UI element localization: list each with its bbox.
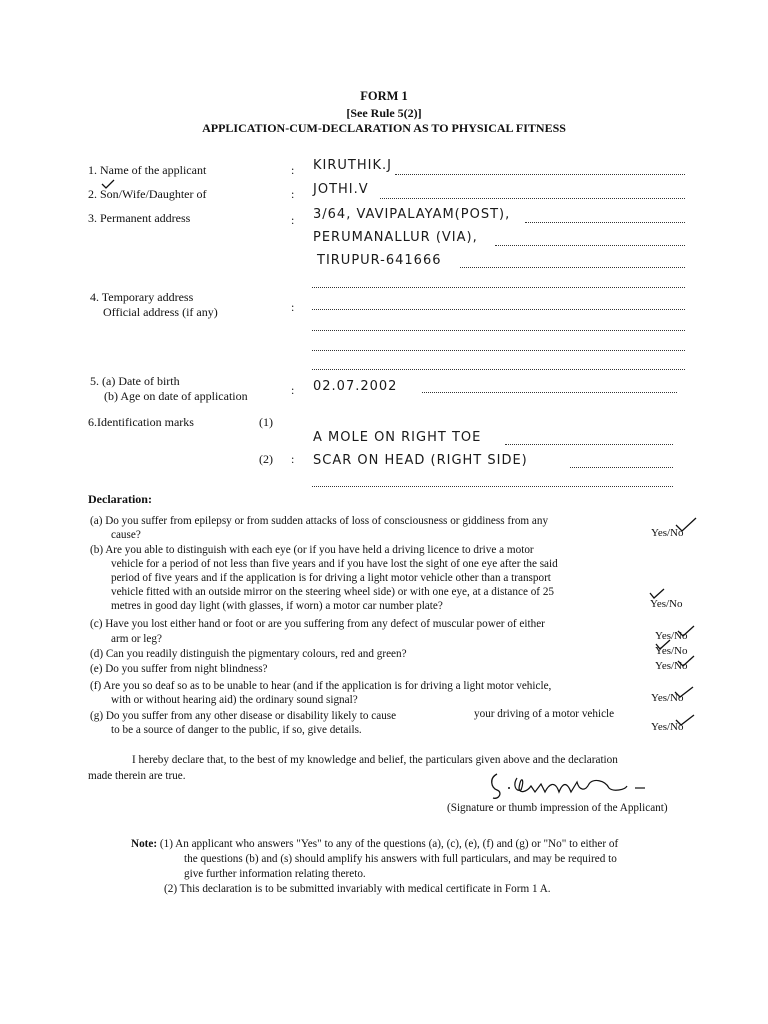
checkmark-icon: [673, 685, 695, 699]
name-value: KIRUTHIK.J: [313, 158, 392, 173]
question-d: (d) Can you readily distinguish the pigmentary colours, red and green?: [90, 648, 407, 660]
question-g-line-1b: your driving of a motor vehicle: [474, 708, 615, 720]
checkmark-icon: [674, 516, 698, 534]
question-e: (e) Do you suffer from night blindness?: [90, 663, 268, 675]
question-b-answer: Yes/No: [650, 598, 683, 610]
rule-reference: [See Rule 5(2)]: [346, 106, 422, 120]
checkmark-icon: [676, 624, 696, 638]
colon: :: [291, 452, 295, 466]
colon: :: [291, 187, 295, 201]
dotted-line: [395, 174, 685, 175]
dotted-line: [495, 245, 685, 246]
question-a-answer: Yes/No: [651, 527, 684, 539]
question-c-line-1: (c) Have you lost either hand or foot or are you suffering from any defect of muscular power of either: [90, 618, 545, 630]
question-f-answer: Yes/No: [651, 692, 684, 704]
question-e-answer: Yes/No: [655, 660, 688, 672]
question-g-line-1: (g) Do you suffer from any other disease or disability likely to cause: [90, 710, 397, 722]
dotted-line: [505, 444, 673, 445]
note-1-line-2: the questions (b) and (s) should amplify his answers with full particulars, and may be required to: [184, 853, 617, 865]
question-b-line-1: (b) Are you able to distinguish with each eye (or if you have held a driving licence to drive a motor: [90, 544, 534, 556]
declaration-statement-line-2: made therein are true.: [88, 770, 186, 782]
declaration-statement-line-1: I hereby declare that, to the best of my knowledge and belief, the particulars given above and the declaration: [132, 754, 618, 766]
applicant-signature: [485, 770, 665, 804]
checkmark-icon: [648, 588, 666, 600]
dotted-line: [312, 309, 685, 310]
parent-value: JOTHI.V: [313, 182, 369, 197]
permanent-address-label: 3. Permanent address: [88, 211, 191, 225]
note-1-line-1: Note: (1) An applicant who answers "Yes" to any of the questions (a), (c), (e), (f) and (g) or "No" to either of: [131, 838, 619, 850]
question-b-line-2: vehicle for a period of not less than five years and if you have lost the sight of one eye after the said: [111, 558, 558, 570]
identification-marks-label: 6.Identification marks: [88, 415, 194, 429]
name-label: 1. Name of the applicant: [88, 163, 207, 177]
question-c-line-2: arm or leg?: [111, 633, 162, 645]
checkmark-icon: [674, 713, 696, 727]
official-address-label: Official address (if any): [103, 305, 218, 319]
form-title: APPLICATION-CUM-DECLARATION AS TO PHYSICAL FITNESS: [202, 121, 566, 135]
colon: :: [291, 300, 295, 314]
dotted-line: [525, 222, 685, 223]
parent-label: 2. Son/Wife/Daughter of: [88, 187, 207, 201]
dotted-line: [312, 330, 685, 331]
mark-1-value: A MOLE ON RIGHT TOE: [313, 430, 482, 445]
note-2: (2) This declaration is to be submitted invariably with medical certificate in Form 1 A.: [164, 883, 551, 895]
colon: :: [291, 163, 295, 177]
question-b-line-5: metres in good day light (with glasses, if worn) a motor car number plate?: [111, 600, 443, 612]
mark-2-value: SCAR ON HEAD (RIGHT SIDE): [313, 453, 528, 468]
question-f-line-1: (f) Are you so deaf so as to be unable to hear (and if the application is for driving a light motor vehicle,: [90, 680, 552, 692]
colon: :: [291, 213, 295, 227]
question-g-line-2: to be a source of danger to the public, if so, give details.: [111, 724, 362, 736]
dotted-line: [312, 350, 685, 351]
question-f-line-2: with or without hearing aid) the ordinary sound signal?: [111, 694, 358, 706]
colon: :: [291, 383, 295, 397]
dotted-line: [312, 486, 673, 487]
dotted-line: [422, 392, 677, 393]
form-number: FORM 1: [360, 89, 408, 103]
signature-label: (Signature or thumb impression of the Applicant): [447, 802, 668, 814]
mark-2-number: (2): [259, 452, 273, 466]
question-c-answer: Yes/No: [655, 630, 688, 642]
question-b-line-3: period of five years and if the application is for driving a light motor vehicle other than a transport: [111, 572, 551, 584]
dotted-line: [380, 198, 685, 199]
note-1-line-3: give further information relating thereto.: [184, 868, 366, 880]
dotted-line: [312, 369, 685, 370]
age-label: (b) Age on date of application: [104, 389, 248, 403]
question-a-line-2: cause?: [111, 529, 141, 541]
permanent-address-line-1: 3/64, VAVIPALAYAM(POST),: [313, 207, 511, 222]
dob-label: 5. (a) Date of birth: [90, 374, 180, 388]
checkmark-icon: [654, 639, 672, 651]
dotted-line: [312, 287, 685, 288]
permanent-address-line-3: TIRUPUR-641666: [317, 253, 442, 268]
dotted-line: [570, 467, 673, 468]
question-g-answer: Yes/No: [651, 721, 684, 733]
temporary-address-label: 4. Temporary address: [90, 290, 194, 304]
question-d-answer: Yes/No: [655, 645, 688, 657]
question-a-line-1: (a) Do you suffer from epilepsy or from sudden attacks of loss of consciousness or giddiness from any: [90, 515, 549, 527]
mark-1-number: (1): [259, 415, 273, 429]
question-b-line-4: vehicle fitted with an outside mirror on the steering wheel side) or with one eye, at a distance of 25: [111, 586, 555, 598]
checkmark-icon: [100, 178, 116, 190]
dob-value: 02.07.2002: [313, 379, 398, 394]
permanent-address-line-2: PERUMANALLUR (VIA),: [313, 230, 478, 245]
dotted-line: [460, 267, 685, 268]
declaration-heading: Declaration:: [88, 492, 152, 506]
checkmark-icon: [676, 654, 696, 668]
